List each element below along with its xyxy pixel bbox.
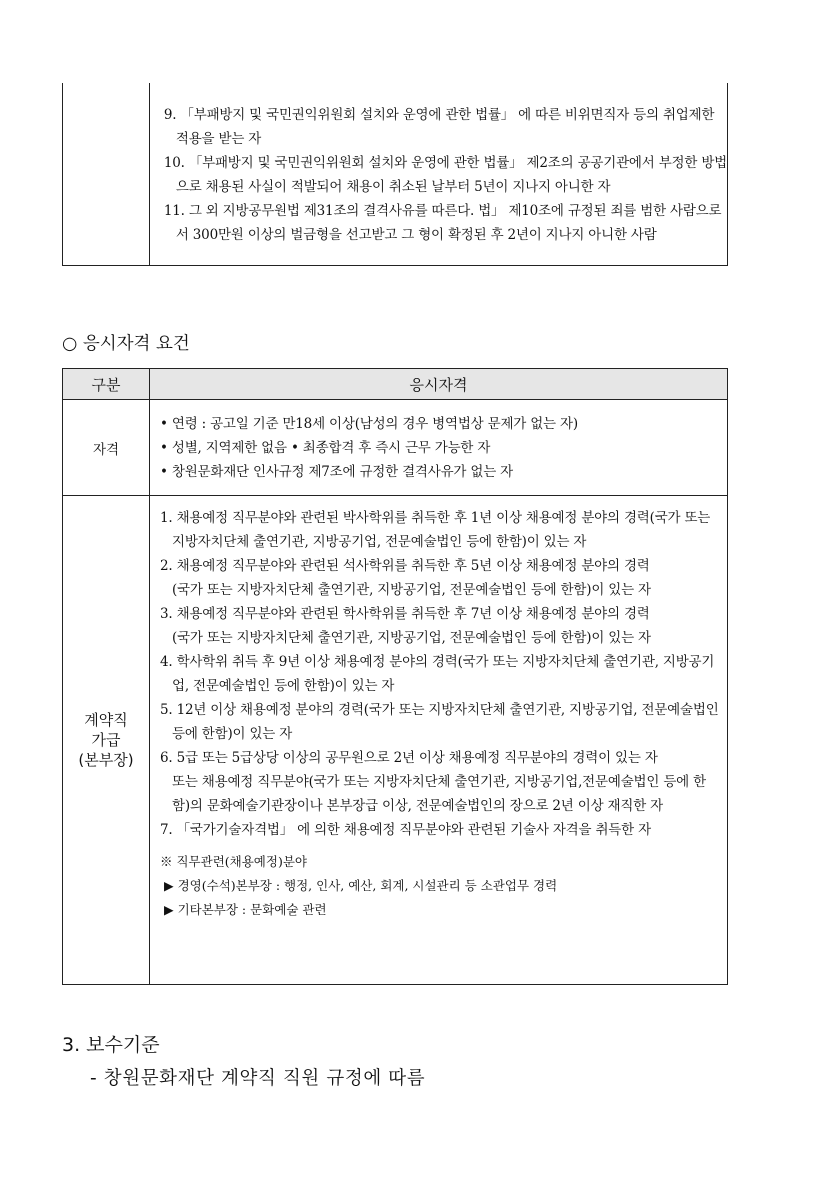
qualification-gender-region: • 성별, 지역제한 없음 • 최종합격 후 즉시 근무 가능한 자 xyxy=(160,439,491,456)
header-requirements: 응시자격 xyxy=(150,369,728,400)
requirement-item-5: 5. 12년 이상 채용예정 분야의 경력(국가 또는 지방자치단체 출연기관, 지방공기업, 전문예술법인 xyxy=(160,702,719,718)
disqualification-item-9-cont: 적용을 받는 자 xyxy=(175,131,262,147)
section3-item: - 창원문화재단 계약직 직원 규정에 따름 xyxy=(90,1068,426,1089)
disqualification-item-11: 11. 그 외 지방공무원법 제31조의 결격사유를 따른다. 법」 제10조에 규정된 죄를 범한 사람으로 xyxy=(163,203,722,219)
section-heading-eligibility: ○ 응시자격 요건 xyxy=(62,334,190,354)
continued-table-body xyxy=(149,83,727,266)
contract-grade-body xyxy=(150,496,728,985)
eligibility-table xyxy=(62,368,728,985)
requirement-item-2: 2. 채용예정 직무분야와 관련된 석사학위를 취득한 후 5년 이상 채용예정 분야의 경력 xyxy=(160,558,650,574)
disqualification-item-10-cont: 으로 채용된 사실이 적발되어 채용이 취소된 날부터 5년이 지나지 아니한 자 xyxy=(175,179,611,195)
requirement-item-6-cont-2: 함)의 문화예술기관장이나 본부장급 이상, 전문예술법인의 장으로 2년 이상 재직한 자 xyxy=(172,798,663,814)
disqualification-item-11-cont: 서 300만원 이상의 벌금형을 선고받고 그 형이 확정된 후 2년이 지나지 아니한 사람 xyxy=(175,227,657,243)
category-line-2: 가급 xyxy=(91,731,121,749)
category-line-3: (본부장) xyxy=(78,751,134,769)
continued-table-category-cell xyxy=(63,83,150,266)
disqualification-item-9: 9. 「부패방지 및 국민권익위원회 설치와 운영에 관한 법률」 에 따른 비위면직자 등의 취업제한 xyxy=(163,107,715,123)
category-line-1: 계약직 xyxy=(84,711,128,729)
job-field-note-management: ▶ 경영(수석)본부장 : 행정, 인사, 예산, 회계, 시설관리 등 소관업무 경력 xyxy=(164,878,558,893)
section3-title: 3. 보수기준 xyxy=(62,1034,160,1056)
requirement-item-4-cont: 업, 전문예술법인 등에 한함)이 있는 자 xyxy=(172,678,395,694)
job-field-note-title: ※ 직무관련(채용예정)분야 xyxy=(160,854,307,869)
continued-disqualification-table xyxy=(62,83,728,266)
qualification-age: • 연령 : 공고일 기준 만18세 이상(남성의 경우 병역법상 문제가 없는 자) xyxy=(160,415,578,432)
requirement-item-2-cont: (국가 또는 지방자치단체 출연기관, 지방공기업, 전문예술법인 등에 한함)이 있는 자 xyxy=(172,582,651,598)
disqualification-item-10: 10. 「부패방지 및 국민권익위원회 설치와 운영에 관한 법률」 제2조의 공공기관에서 부정한 방법 xyxy=(163,155,727,171)
header-category: 구분 xyxy=(63,369,150,400)
category-contract-grade xyxy=(63,496,150,985)
job-field-note-other: ▶ 기타본부장 : 문화예술 관련 xyxy=(164,902,327,917)
qualification-no-disqualification: • 창원문화재단 인사규정 제7조에 규정한 결격사유가 없는 자 xyxy=(160,463,513,480)
requirement-item-6: 6. 5급 또는 5급상당 이상의 공무원으로 2년 이상 채용예정 직무분야의 경력이 있는 자 xyxy=(160,750,658,766)
requirement-item-7: 7. 「국가기술자격법」 에 의한 채용예정 직무분야와 관련된 기술사 자격을 취득한 자 xyxy=(160,822,651,838)
requirement-item-1-cont: 지방자치단체 출연기관, 지방공기업, 전문예술법인 등에 한함)이 있는 자 xyxy=(172,534,587,550)
requirement-item-5-cont: 등에 한함)이 있는 자 xyxy=(172,726,293,742)
requirement-item-1: 1. 채용예정 직무분야와 관련된 박사학위를 취득한 후 1년 이상 채용예정 분야의 경력(국가 또는 xyxy=(160,510,711,526)
requirement-item-4: 4. 학사학위 취득 후 9년 이상 채용예정 분야의 경력(국가 또는 지방자치단체 출연기관, 지방공기 xyxy=(160,654,715,670)
requirement-item-6-cont-1: 또는 채용예정 직무분야(국가 또는 지방자치단체 출연기관, 지방공기업,전문예술법인 등에 한 xyxy=(172,774,706,790)
requirement-item-3: 3. 채용예정 직무분야와 관련된 학사학위를 취득한 후 7년 이상 채용예정 분야의 경력 xyxy=(160,606,650,622)
table-row-contract-grade xyxy=(63,496,728,985)
qualification-body xyxy=(150,400,728,496)
requirement-item-3-cont: (국가 또는 지방자치단체 출연기관, 지방공기업, 전문예술법인 등에 한함)이 있는 자 xyxy=(172,630,651,646)
table-row-qualification xyxy=(63,400,728,496)
category-qualification: 자격 xyxy=(63,400,150,496)
